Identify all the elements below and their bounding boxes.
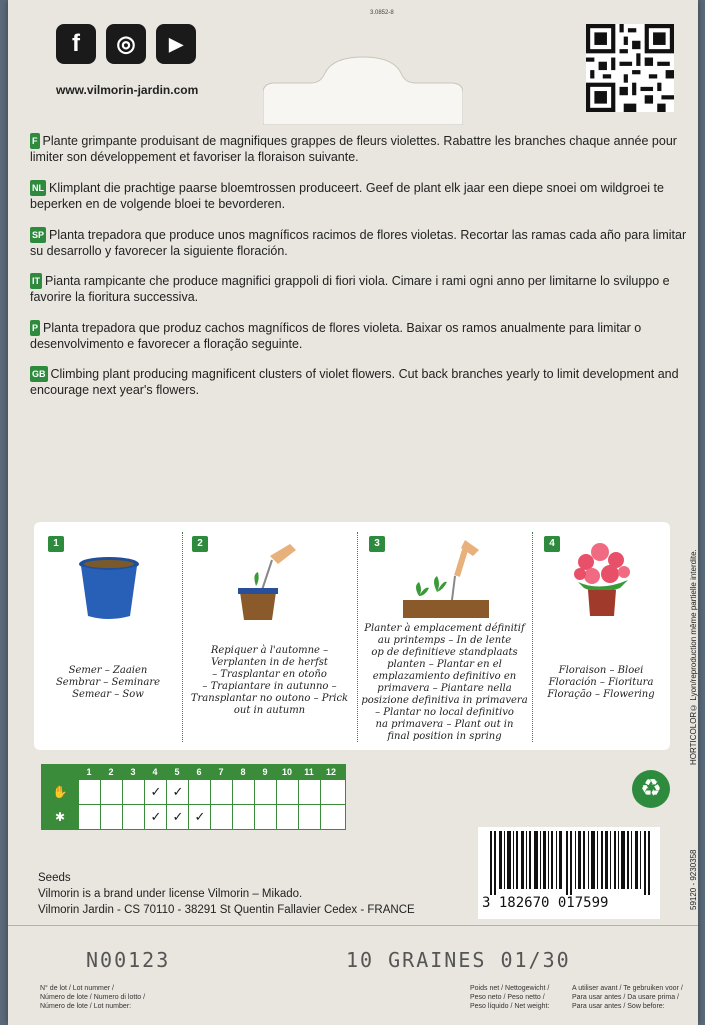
use-before-label: [572, 984, 683, 1011]
facebook-icon[interactable]: f: [56, 24, 96, 64]
seed-packet-back: [8, 0, 698, 1024]
month-label: 2: [108, 767, 114, 777]
calendar-cell: [276, 805, 299, 829]
growing-steps-panel: [34, 522, 670, 750]
copyright-vertical-text: HORTICOLOR© Lyon/reproduction même partielle interdite.: [689, 549, 698, 765]
step-line: Verplanten in de herfst: [211, 657, 328, 668]
legal-line: Vilmorin Jardin - CS 70110 - 38291 St Quentin Fallavier Cedex - FRANCE: [38, 904, 415, 916]
step-line: emplazamiento definitivo en: [372, 671, 517, 682]
barcode: [478, 827, 660, 919]
description-nl: [30, 180, 698, 212]
description-text: Pianta rampicante che produce magnifici grappoli di fiori viola. Cimare i rami ogni anno per limitarne lo sviluppo e favorire la fioritura successiva.: [30, 274, 670, 304]
lang-tag-fr: F: [30, 133, 40, 149]
step-line: Transplantar no outono – Prick: [190, 693, 349, 704]
legal-info: [38, 870, 415, 918]
description-p: [30, 320, 698, 352]
description-it: [30, 273, 698, 305]
step-text: [40, 665, 176, 701]
description-sp: [30, 227, 698, 259]
description-text: Climbing plant producing magnificent clusters of violet flowers. Cut back branches yearly to limit development and encourage next year's flowers.: [30, 367, 679, 397]
calendar-cell: ✓: [144, 805, 167, 829]
calendar-cell: ✓: [144, 780, 167, 804]
social-icons: [56, 24, 196, 64]
step-line: na primavera – Plant out in: [375, 719, 514, 730]
description-fr: [30, 133, 698, 165]
step-line: Planter à emplacement définitif: [364, 623, 525, 634]
flower-icon: ✱: [42, 805, 78, 829]
step-line: Repiquer à l'automne –: [210, 645, 329, 656]
plant-out-icon: [397, 536, 497, 620]
step-line: planten – Plantar en el: [387, 659, 502, 670]
instagram-icon[interactable]: ◎: [106, 24, 146, 64]
step-plant-out: [357, 522, 532, 750]
month-label: 12: [325, 767, 336, 777]
calendar-cell: [298, 805, 321, 829]
step-line: primavera – Piantare nella: [377, 683, 512, 694]
qr-code[interactable]: [586, 24, 674, 112]
calendar-cell: [276, 780, 299, 804]
step-transplant: [182, 522, 357, 750]
step-line: final position in spring: [387, 731, 502, 742]
label-line: A utiliser avant / Te gebruiken voor /: [572, 985, 683, 992]
pot-icon: [74, 554, 144, 624]
lang-tag-nl: NL: [30, 180, 46, 196]
reference-code: 3.0852-8: [370, 10, 394, 16]
barcode-bars: [490, 831, 652, 895]
calendar-cell: [298, 780, 321, 804]
step-line: Sembrar – Seminare: [55, 677, 161, 688]
step-line: – Trapiantare in autunno –: [202, 681, 337, 692]
sowing-calendar: [41, 764, 346, 830]
month-label: 8: [240, 767, 246, 777]
label-line: Peso líquido / Net weight:: [470, 1003, 550, 1010]
step-line: out in autumn: [233, 705, 306, 716]
calendar-row-sowing: [42, 779, 345, 804]
step-line: Semer – Zaaien: [68, 665, 148, 676]
step-line: posizione definitiva in primavera: [361, 695, 528, 706]
calendar-row-flowering: [42, 804, 345, 829]
calendar-months-row: [42, 765, 345, 779]
content-stamp: 10 GRAINES 01/30: [346, 948, 571, 972]
lot-number-label: [40, 984, 145, 1011]
transplant-icon: [232, 542, 302, 627]
step-line: op de definitieve standplaats: [371, 647, 518, 658]
calendar-cell: [254, 780, 277, 804]
month-label: 6: [196, 767, 202, 777]
flowering-plant-icon: [570, 538, 636, 620]
net-weight-label: [470, 984, 549, 1011]
calendar-cell: [232, 805, 255, 829]
label-line: Peso neto / Peso netto /: [470, 994, 545, 1001]
calendar-cell: ✓: [166, 805, 189, 829]
calendar-cell: [210, 805, 233, 829]
calendar-cell: [188, 780, 211, 804]
product-code-vertical: 59120 - 9230358: [689, 849, 698, 910]
step-number: 2: [192, 536, 208, 552]
legal-line: Seeds: [38, 872, 71, 884]
calendar-cell: [78, 780, 101, 804]
step-line: Floração – Flowering: [547, 689, 655, 700]
month-label: 4: [152, 767, 158, 777]
step-text: [184, 645, 355, 717]
calendar-cell: [78, 805, 101, 829]
lot-stamp: N00123: [86, 948, 171, 972]
step-line: Floraison – Bloei: [558, 665, 644, 676]
label-line: N° de lot / Lot nummer /: [40, 985, 114, 992]
description-gb: [30, 366, 698, 398]
calendar-cell: [210, 780, 233, 804]
calendar-cell: ✓: [166, 780, 189, 804]
lang-tag-sp: SP: [30, 227, 46, 243]
step-number: 1: [48, 536, 64, 552]
month-label: 9: [262, 767, 268, 777]
step-number: 3: [369, 536, 385, 552]
month-label: 11: [304, 767, 314, 777]
calendar-cell: [122, 780, 145, 804]
sowing-hand-icon: ✋: [42, 780, 78, 804]
youtube-icon[interactable]: ▶: [156, 24, 196, 64]
description-text: Planta trepadora que produce unos magníficos racimos de flores violetas. Recortar las ramas cada año para limitar su desarrollo y favorecer la siguiente floración.: [30, 228, 687, 258]
step-line: – Trasplantar en otoño: [212, 669, 327, 680]
bottom-flap: [8, 925, 698, 1025]
step-number: 4: [544, 536, 560, 552]
step-text: [534, 665, 668, 701]
label-line: Número de lote / Lot number:: [40, 1003, 132, 1010]
calendar-cell: [122, 805, 145, 829]
calendar-cell: [100, 805, 123, 829]
step-line: – Plantar no local definitivo: [375, 707, 514, 718]
description-text: Planta trepadora que produz cachos magníficos de flores violeta. Baixar os ramos anualmente para limitar o desenvolvimento e favorecer a floração seguinte.: [30, 321, 642, 351]
label-line: Número de lote / Numero di lotto /: [40, 994, 146, 1001]
step-line: Floración – Fioritura: [548, 677, 654, 688]
legal-line: Vilmorin is a brand under license Vilmorin – Mikado.: [38, 888, 303, 900]
calendar-cell: ✓: [188, 805, 211, 829]
step-line: au printemps – In de lente: [377, 635, 512, 646]
month-label: 3: [130, 767, 136, 777]
month-label: 7: [218, 767, 224, 777]
lang-tag-p: P: [30, 320, 40, 336]
description-text: Klimplant die prachtige paarse bloemtrossen produceert. Geef de plant elk jaar een diepe snoei om wildgroei te beperken en de volgende bloei te bevorderen.: [30, 181, 664, 211]
lang-tag-it: IT: [30, 273, 42, 289]
barcode-number: 3 182670 017599: [482, 895, 609, 911]
step-line: Semear – Sow: [72, 689, 144, 700]
step-sow: [34, 522, 182, 750]
calendar-cell: [320, 780, 343, 804]
step-flowering: [532, 522, 670, 750]
lang-tag-gb: GB: [30, 366, 48, 382]
hang-hole: [263, 55, 463, 125]
month-label: 5: [174, 767, 180, 777]
label-line: Para usar antes / Da usare prima /: [572, 994, 679, 1001]
calendar-cell: [254, 805, 277, 829]
calendar-cell: [232, 780, 255, 804]
month-label: 1: [86, 767, 92, 777]
step-text: [361, 623, 528, 743]
label-line: Poids net / Nettogewicht /: [470, 985, 550, 992]
description-text: Plante grimpante produisant de magnifiques grappes de fleurs violettes. Rabattre les branches chaque année pour limiter son développement et favoriser la floraison suivante.: [30, 134, 677, 164]
label-line: Para usar antes / Sow before:: [572, 1003, 665, 1010]
calendar-cell: [320, 805, 343, 829]
calendar-cell: [100, 780, 123, 804]
recycle-icon: ♻: [632, 770, 670, 808]
month-label: 10: [281, 767, 292, 777]
website-link[interactable]: www.vilmorin-jardin.com: [56, 83, 199, 97]
